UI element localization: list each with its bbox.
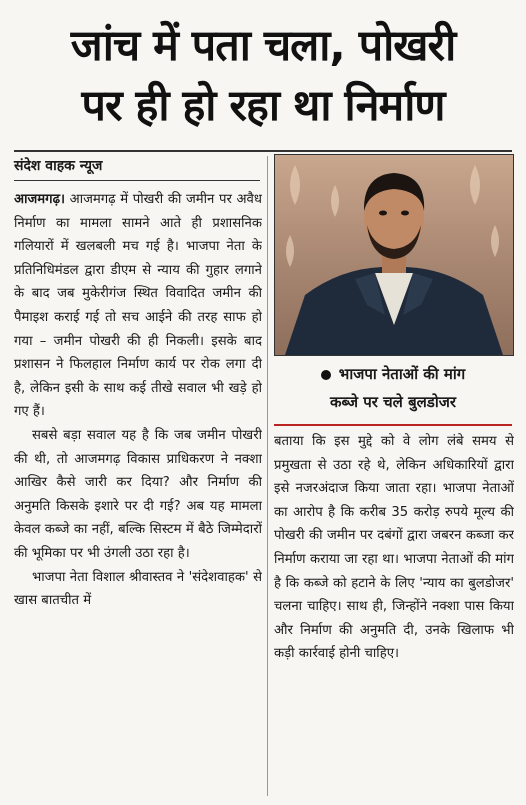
- caption-line-1: [274, 360, 512, 388]
- byline: संदेश वाहक न्यूज: [14, 158, 103, 174]
- caption-line-2: कब्जे पर चले बुलडोजर: [330, 393, 456, 411]
- byline-divider: [14, 180, 260, 181]
- bullet-icon: [321, 370, 331, 380]
- paragraph-2: सबसे बड़ा सवाल यह है कि जब जमीन पोखरी की थी, तो आजमगढ़ विकास प्राधिकरण ने नक्शा आखिर कैसे जारी कर दिया? और निर्माण की अनुमति किसके इशारे पर दी गई? अब यह मामला केवल कब्जे का नहीं, बल्कि सिस्टम में बैठे जिम्मेदारों की भूमिका पर भी उंगली उठा रहा है।: [14, 427, 262, 561]
- politician-photo: [274, 154, 514, 356]
- article-column-right: [274, 430, 514, 800]
- previous-article-cutoff: [0, 0, 526, 14]
- headline: [0, 16, 526, 136]
- portrait-illustration: [275, 155, 513, 355]
- headline-line-2: पर ही हो रहा था निर्माण: [81, 81, 445, 131]
- headline-divider: [14, 150, 512, 152]
- dateline: आजमगढ़।: [14, 192, 65, 207]
- caption-line-1-text: भाजपा नेताओं की मांग: [338, 365, 466, 383]
- article-column-left: [14, 188, 262, 800]
- paragraph-1: [14, 188, 262, 424]
- paragraph-1-text: आजमगढ़ में पोखरी की जमीन पर अवैध निर्माण का मामला सामने आते ही प्रशासनिक गलियारों में खलबली मच गई है। भाजपा नेता के प्रतिनिधिमंडल द्वारा डीएम से न्याय की गुहार लगाने के बाद जब मुकेरीगंज स्थित विवादित जमीन की पैमाइश कराई गई तो सच आईने की तरह साफ हो गया – जमीन पोखरी की ही निकली। इसके बाद प्रशासन ने फिलहाल निर्माण कार्य पर रोक लगा दी है, लेकिन इसी के साथ कई तीखे सवाल भी खड़े हो गए हैं।: [14, 192, 262, 420]
- paragraph-4: बताया कि इस मुद्दे को वे लोग लंबे समय से प्रमुखता से उठा रहे थे, लेकिन अधिकारियों द्वारा इसे नजरअंदाज किया जाता रहा। भाजपा नेताओं का आरोप है कि करीब 35 करोड़ रुपये मूल्य की पोखरी की जमीन पर दबंगों द्वारा जबरन कब्जा कर निर्माण कराया जा रहा था। भाजपा नेताओं की मांग है कि कब्जे को हटाने के लिए 'न्याय का बुलडोजर' चलना चाहिए। साथ ही, जिन्होंने नक्शा पास किया और निर्माण की अनुमति दी, उनके खिलाफ भी कड़ी कार्रवाई होनी चाहिए।: [274, 434, 514, 662]
- headline-line-1: जांच में पता चला, पोखरी: [70, 21, 456, 71]
- caption-divider: [274, 424, 512, 426]
- paragraph-3: भाजपा नेता विशाल श्रीवास्तव ने 'संदेशवाहक' से खास बातचीत में: [14, 569, 262, 609]
- column-divider: [267, 156, 268, 796]
- photo-caption: [274, 360, 512, 416]
